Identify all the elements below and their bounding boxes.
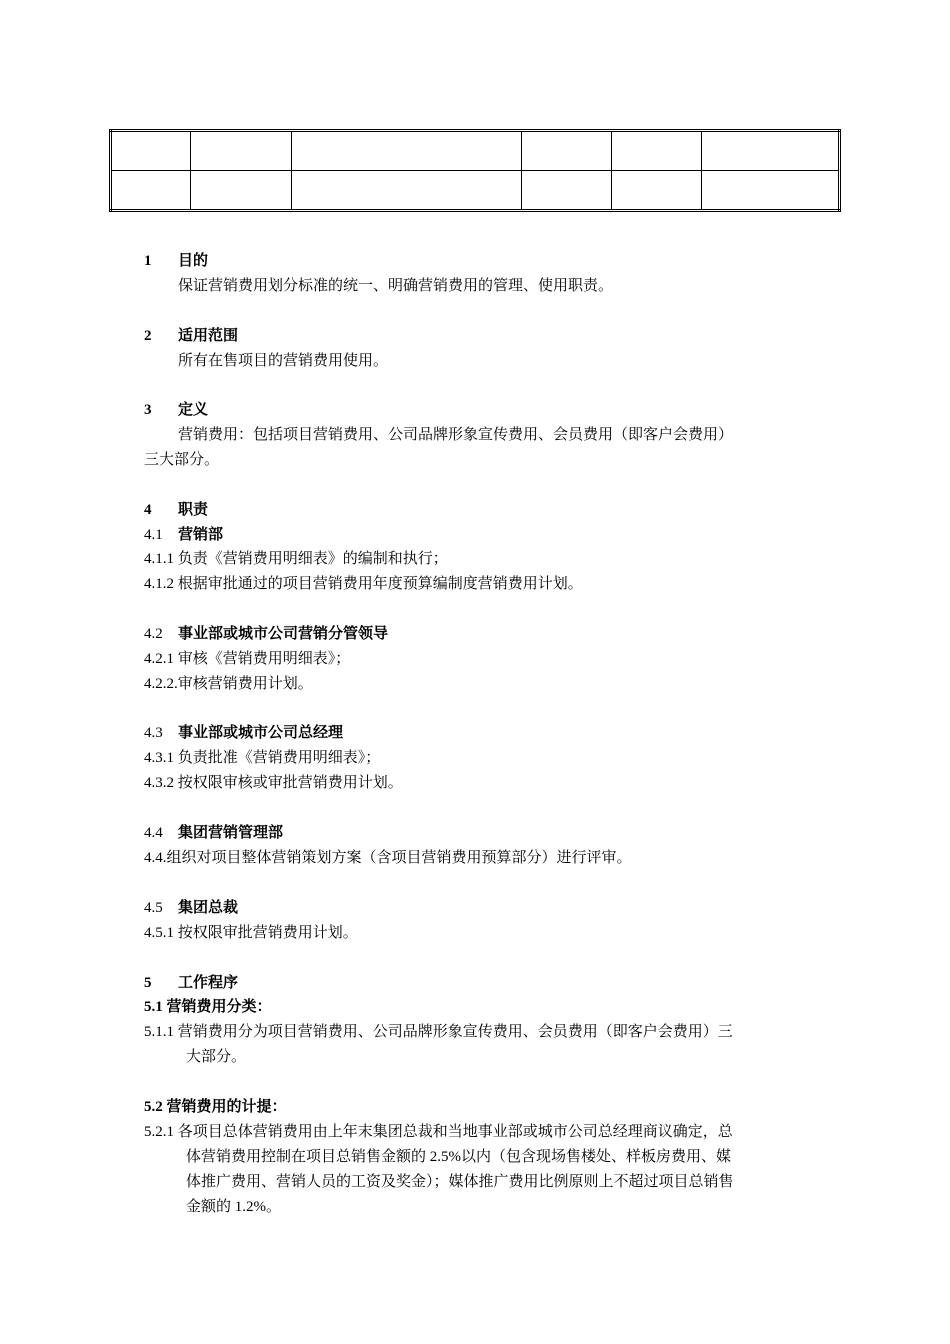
subsection-number: 4.2 xyxy=(144,626,163,642)
section-title: 职责 xyxy=(178,502,209,518)
subsection-number: 4.5 xyxy=(144,900,163,916)
table-cell xyxy=(111,171,191,211)
subsection-4-5-heading xyxy=(144,898,238,918)
section-1-heading xyxy=(144,251,208,271)
table-row xyxy=(111,131,840,171)
item-4-5-1: 4.5.1 按权限审批营销费用计划。 xyxy=(144,925,358,941)
table-cell xyxy=(702,171,840,211)
section-number: 5 xyxy=(144,975,152,991)
section-title: 定义 xyxy=(178,402,209,418)
table-cell xyxy=(702,131,840,171)
item-4-1-1: 4.1.1 负责《营销费用明细表》的编制和执行； xyxy=(144,551,448,567)
section-3-heading xyxy=(144,400,208,420)
section-number: 1 xyxy=(144,253,152,269)
table-cell xyxy=(292,131,522,171)
section-4-heading xyxy=(144,500,208,520)
section-title: 适用范围 xyxy=(178,328,239,344)
subsection-number: 4.3 xyxy=(144,725,163,741)
subsection-5-2-heading: 5.2 营销费用的计提： xyxy=(144,1099,287,1115)
section-5-heading xyxy=(144,973,238,993)
section-title: 目的 xyxy=(178,253,209,269)
table-cell xyxy=(191,171,292,211)
item-4-3-2: 4.3.2 按权限审核或审批营销费用计划。 xyxy=(144,775,403,791)
section-2-heading xyxy=(144,326,238,346)
subsection-title: 营销部 xyxy=(178,527,224,543)
item-5-1-1-line1: 5.1.1 营销费用分为项目营销费用、公司品牌形象宣传费用、会员费用（即客户会费用）三 xyxy=(144,1024,733,1040)
item-5-2-1-line3: 体推广费用、营销人员的工资及奖金）；媒体推广费用比例原则上不超过项目总销售 xyxy=(186,1174,734,1190)
item-4-2-1: 4.2.1 审核《营销费用明细表》； xyxy=(144,651,351,667)
table-cell xyxy=(191,131,292,171)
subsection-5-1-heading: 5.1 营销费用分类： xyxy=(144,999,272,1015)
section-3-body-line1: 营销费用：包括项目营销费用、公司品牌形象宣传费用、会员费用（即客户会费用） xyxy=(178,427,734,443)
header-table xyxy=(109,129,841,212)
section-number: 4 xyxy=(144,502,152,518)
section-3-body-line2: 三大部分。 xyxy=(144,452,220,468)
table-cell xyxy=(612,171,702,211)
item-5-2-1-line4: 金额的 1.2%。 xyxy=(186,1199,281,1215)
section-number: 3 xyxy=(144,402,152,418)
section-1-body: 保证营销费用划分标准的统一、明确营销费用的管理、使用职责。 xyxy=(178,278,614,294)
item-5-1-1-line2: 大部分。 xyxy=(186,1049,247,1065)
subsection-title: 事业部或城市公司营销分管领导 xyxy=(178,626,389,642)
table-cell xyxy=(111,131,191,171)
subsection-4-4-heading xyxy=(144,823,283,843)
subsection-4-1-heading xyxy=(144,525,223,545)
section-2-body: 所有在售项目的营销费用使用。 xyxy=(178,353,389,369)
subsection-title: 集团总裁 xyxy=(178,900,239,916)
table-cell xyxy=(292,171,522,211)
item-4-2-2: 4.2.2.审核营销费用计划。 xyxy=(144,676,313,692)
subsection-4-3-heading xyxy=(144,723,343,743)
item-4-3-1: 4.3.1 负责批准《营销费用明细表》； xyxy=(144,750,381,766)
table-cell xyxy=(612,131,702,171)
subsection-number: 4.4 xyxy=(144,825,163,841)
item-5-2-1-line2: 体营销费用控制在项目总销售金额的 2.5%以内（包含现场售楼处、样板房费用、媒 xyxy=(186,1149,731,1165)
subsection-title: 集团营销管理部 xyxy=(178,825,284,841)
table-cell xyxy=(522,131,612,171)
item-5-2-1-line1: 5.2.1 各项目总体营销费用由上年末集团总裁和当地事业部或城市公司总经理商议确定，总 xyxy=(144,1124,733,1140)
table-cell xyxy=(522,171,612,211)
subsection-title: 事业部或城市公司总经理 xyxy=(178,725,344,741)
item-4-1-2: 4.1.2 根据审批通过的项目营销费用年度预算编制度营销费用计划。 xyxy=(144,576,583,592)
table-row xyxy=(111,171,840,211)
item-4-4: 4.4.组织对项目整体营销策划方案（含项目营销费用预算部分）进行评审。 xyxy=(144,850,632,866)
section-number: 2 xyxy=(144,328,152,344)
subsection-4-2-heading xyxy=(144,624,388,644)
section-title: 工作程序 xyxy=(178,975,239,991)
subsection-number: 4.1 xyxy=(144,527,163,543)
